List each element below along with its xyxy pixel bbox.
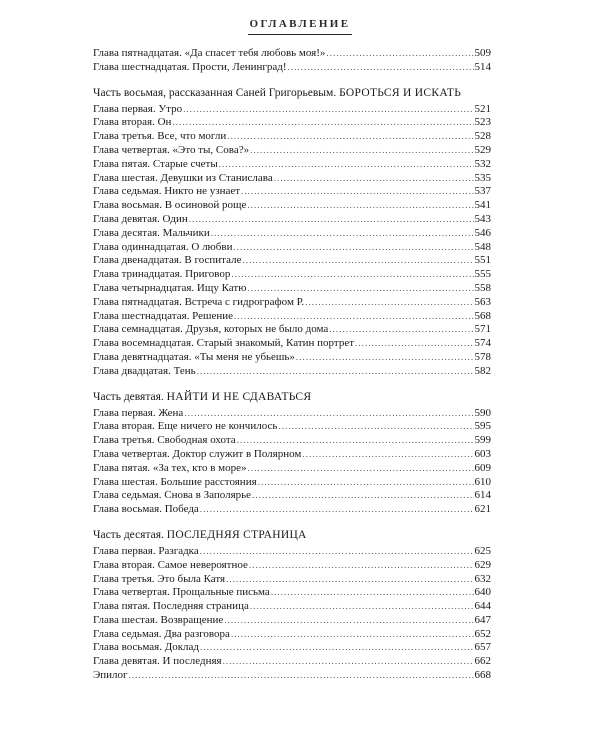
- dot-leader: [200, 641, 473, 655]
- chapter-title: Глава тринадцатая. Приговор: [93, 268, 231, 281]
- dot-leader: [231, 268, 473, 282]
- toc-entry: [93, 600, 491, 614]
- dot-leader: [241, 185, 473, 199]
- chapter-list: [93, 545, 491, 683]
- dot-leader: [355, 337, 473, 351]
- page-number: 521: [474, 102, 491, 115]
- dot-leader: [211, 227, 474, 241]
- dot-leader: [226, 573, 473, 587]
- chapter-title: Глава третья. Это была Катя: [93, 572, 226, 585]
- dot-leader: [242, 254, 473, 268]
- toc-entry: [93, 462, 491, 476]
- chapter-title: Глава девятая. И последняя: [93, 655, 222, 668]
- page-number: 568: [474, 309, 491, 322]
- dot-leader: [250, 600, 474, 614]
- chapter-title: Глава шестнадцатая. Прости, Ленинград!: [93, 60, 287, 73]
- toc-entry: [93, 130, 491, 144]
- page-number: 625: [474, 544, 491, 557]
- toc-entry: [93, 296, 491, 310]
- chapter-title: Глава семнадцатая. Друзья, которых не было дома: [93, 323, 329, 336]
- chapter-title: Глава седьмая. Снова в Заполярье: [93, 489, 252, 502]
- toc-entry: [93, 503, 491, 517]
- part-heading: [93, 86, 491, 100]
- heading-wrap: [0, 14, 600, 32]
- toc-entry: [93, 407, 491, 421]
- chapter-title: Глава восьмая. Победа: [93, 503, 199, 516]
- chapter-list: [93, 47, 491, 75]
- toc-entry: [93, 310, 491, 324]
- dot-leader: [249, 559, 474, 573]
- page-number: 555: [474, 268, 491, 281]
- table-of-contents: [93, 47, 491, 683]
- page-number: 632: [474, 572, 491, 585]
- dot-leader: [247, 282, 473, 296]
- toc-entry: [93, 172, 491, 186]
- chapter-title: Глава шестая. Большие расстояния: [93, 475, 257, 488]
- page-number: 668: [474, 669, 491, 682]
- page-number: 529: [474, 143, 491, 156]
- toc-entry: [93, 559, 491, 573]
- dot-leader: [278, 420, 473, 434]
- chapter-title: Глава седьмая. Никто не узнает: [93, 185, 241, 198]
- page-number: 647: [474, 613, 491, 626]
- page-number: 662: [474, 655, 491, 668]
- toc-entry: [93, 185, 491, 199]
- dot-leader: [248, 462, 474, 476]
- dot-leader: [200, 545, 474, 559]
- page-number: 610: [474, 475, 491, 488]
- chapter-title: Эпилог: [93, 669, 128, 682]
- page-number: 603: [474, 447, 491, 460]
- toc-entry: [93, 669, 491, 683]
- dot-leader: [129, 669, 474, 683]
- toc-entry: [93, 323, 491, 337]
- page-number: 590: [474, 406, 491, 419]
- page-number: 599: [474, 434, 491, 447]
- chapter-title: Глава вторая. Самое невероятное: [93, 558, 248, 571]
- chapter-title: Глава пятая. «За тех, кто в море»: [93, 461, 247, 474]
- page-number: 532: [474, 157, 491, 170]
- page-number: 528: [474, 130, 491, 143]
- chapter-title: Глава шестая. Возвращение: [93, 613, 224, 626]
- chapter-title: Глава пятнадцатая. Встреча с гидрографом Р.: [93, 295, 305, 308]
- dot-leader: [271, 586, 474, 600]
- dot-leader: [224, 614, 473, 628]
- dot-leader: [326, 47, 473, 61]
- dot-leader: [237, 434, 474, 448]
- chapter-title: Глава пятая. Последняя страница: [93, 600, 249, 613]
- toc-entry: [93, 254, 491, 268]
- chapter-list: [93, 407, 491, 517]
- dot-leader: [184, 407, 473, 421]
- toc-entry: [93, 365, 491, 379]
- toc-entry: [93, 476, 491, 490]
- toc-entry: [93, 116, 491, 130]
- toc-entry: [93, 227, 491, 241]
- toc-part-section: [93, 86, 491, 379]
- toc-entry: [93, 614, 491, 628]
- dot-leader: [288, 61, 474, 75]
- chapter-title: Глава восьмая. Доклад: [93, 641, 200, 654]
- toc-part-section: [93, 528, 491, 683]
- dot-leader: [189, 213, 474, 227]
- dot-leader: [296, 351, 474, 365]
- chapter-title: Глава первая. Жена: [93, 406, 184, 419]
- toc-part-section: [93, 390, 491, 517]
- dot-leader: [183, 103, 473, 117]
- toc-entry: [93, 448, 491, 462]
- toc-entry: [93, 241, 491, 255]
- page-number: 558: [474, 281, 491, 294]
- toc-entry: [93, 47, 491, 61]
- page-number: 546: [474, 226, 491, 239]
- dot-leader: [223, 655, 474, 669]
- toc-entry: [93, 420, 491, 434]
- toc-entry: [93, 489, 491, 503]
- page-number: 644: [474, 600, 491, 613]
- chapter-title: Глава двадцатая. Тень: [93, 364, 196, 377]
- page-number: 563: [474, 295, 491, 308]
- dot-leader: [197, 365, 474, 379]
- page-number: 509: [474, 47, 491, 59]
- chapter-title: Глава вторая. Еще ничего не кончилось: [93, 420, 278, 433]
- chapter-title: Глава восьмая. В осиновой роще: [93, 199, 247, 212]
- toc-entry: [93, 586, 491, 600]
- toc-entry: [93, 213, 491, 227]
- toc-part-section: [93, 47, 491, 75]
- toc-entry: [93, 545, 491, 559]
- page-number: 543: [474, 212, 491, 225]
- page-number: 578: [474, 350, 491, 363]
- dot-leader: [302, 448, 473, 462]
- chapter-title: Глава девятнадцатая. «Ты меня не убьешь»: [93, 350, 295, 363]
- toc-entry: [93, 61, 491, 75]
- part-heading: [93, 528, 491, 542]
- page-title: ОГЛАВЛЕНИЕ: [249, 18, 351, 30]
- part-label: Часть девятая.: [93, 390, 167, 403]
- chapter-title: Глава одиннадцатая. О любви: [93, 240, 233, 253]
- dot-leader: [252, 489, 473, 503]
- toc-entry: [93, 103, 491, 117]
- page-number: 621: [474, 503, 491, 516]
- chapter-list: [93, 103, 491, 379]
- part-label: Часть восьмая, рассказанная Саней Григорьевым.: [93, 86, 340, 99]
- chapter-title: Глава седьмая. Два разговора: [93, 627, 230, 640]
- chapter-title: Глава четвертая. Доктор служит в Полярном: [93, 447, 302, 460]
- chapter-title: Глава пятая. Старые счеты: [93, 157, 218, 170]
- toc-entry: [93, 268, 491, 282]
- toc-entry: [93, 628, 491, 642]
- toc-entry: [93, 573, 491, 587]
- dot-leader: [247, 199, 473, 213]
- dot-leader: [231, 628, 474, 642]
- chapter-title: Глава четвертая. «Это ты, Сова?»: [93, 143, 250, 156]
- toc-entry: [93, 282, 491, 296]
- toc-entry: [93, 337, 491, 351]
- dot-leader: [200, 503, 474, 517]
- page-number: 614: [474, 489, 491, 502]
- toc-entry: [93, 351, 491, 365]
- page-number: 523: [474, 116, 491, 129]
- page-number: 657: [474, 641, 491, 654]
- chapter-title: Глава третья. Свободная охота: [93, 434, 236, 447]
- chapter-title: Глава шестнадцатая. Решение: [93, 309, 233, 322]
- chapter-title: Глава третья. Все, что могли: [93, 130, 227, 143]
- chapter-title: Глава пятнадцатая. «Да спасет тебя любовь моя!»: [93, 47, 326, 59]
- chapter-title: Глава вторая. Он: [93, 116, 172, 129]
- chapter-title: Глава девятая. Один: [93, 212, 188, 225]
- chapter-title: Глава шестая. Девушки из Станислава: [93, 171, 273, 184]
- part-title: БОРОТЬСЯ И ИСКАТЬ: [339, 86, 462, 99]
- toc-entry: [93, 144, 491, 158]
- page-number: 537: [474, 185, 491, 198]
- dot-leader: [329, 323, 473, 337]
- page-number: 582: [474, 364, 491, 377]
- chapter-title: Глава восемнадцатая. Старый знакомый, Катин портрет: [93, 337, 355, 350]
- page-number: 514: [474, 60, 491, 73]
- toc-entry: [93, 655, 491, 669]
- part-title: ПОСЛЕДНЯЯ СТРАНИЦА: [166, 528, 307, 541]
- dot-leader: [258, 476, 474, 490]
- page-number: 609: [474, 461, 491, 474]
- chapter-title: Глава первая. Утро: [93, 102, 183, 115]
- dot-leader: [219, 158, 474, 172]
- title-rule: [248, 34, 352, 35]
- dot-leader: [233, 241, 473, 255]
- dot-leader: [234, 310, 474, 324]
- part-label: Часть десятая.: [93, 528, 167, 541]
- chapter-title: Глава четырнадцатая. Ищу Катю: [93, 281, 247, 294]
- page-number: 652: [474, 627, 491, 640]
- page-number: 535: [474, 171, 491, 184]
- chapter-title: Глава первая. Разгадка: [93, 544, 199, 557]
- toc-entry: [93, 434, 491, 448]
- page-number: 551: [474, 254, 491, 267]
- page-number: 548: [474, 240, 491, 253]
- chapter-title: Глава десятая. Мальчики: [93, 226, 210, 239]
- page-number: 574: [474, 337, 491, 350]
- toc-entry: [93, 158, 491, 172]
- dot-leader: [227, 130, 473, 144]
- dot-leader: [305, 296, 473, 310]
- dot-leader: [274, 172, 474, 186]
- chapter-title: Глава четвертая. Прощальные письма: [93, 586, 270, 599]
- dot-leader: [250, 144, 473, 158]
- toc-entry: [93, 641, 491, 655]
- page-number: 571: [474, 323, 491, 336]
- dot-leader: [172, 116, 473, 130]
- part-heading: [93, 390, 491, 404]
- page-number: 541: [474, 199, 491, 212]
- page-number: 640: [474, 586, 491, 599]
- page-number: 629: [474, 558, 491, 571]
- chapter-title: Глава двенадцатая. В госпитале: [93, 254, 242, 267]
- toc-entry: [93, 199, 491, 213]
- part-title: НАЙТИ И НЕ СДАВАТЬСЯ: [166, 390, 312, 403]
- page-number: 595: [474, 420, 491, 433]
